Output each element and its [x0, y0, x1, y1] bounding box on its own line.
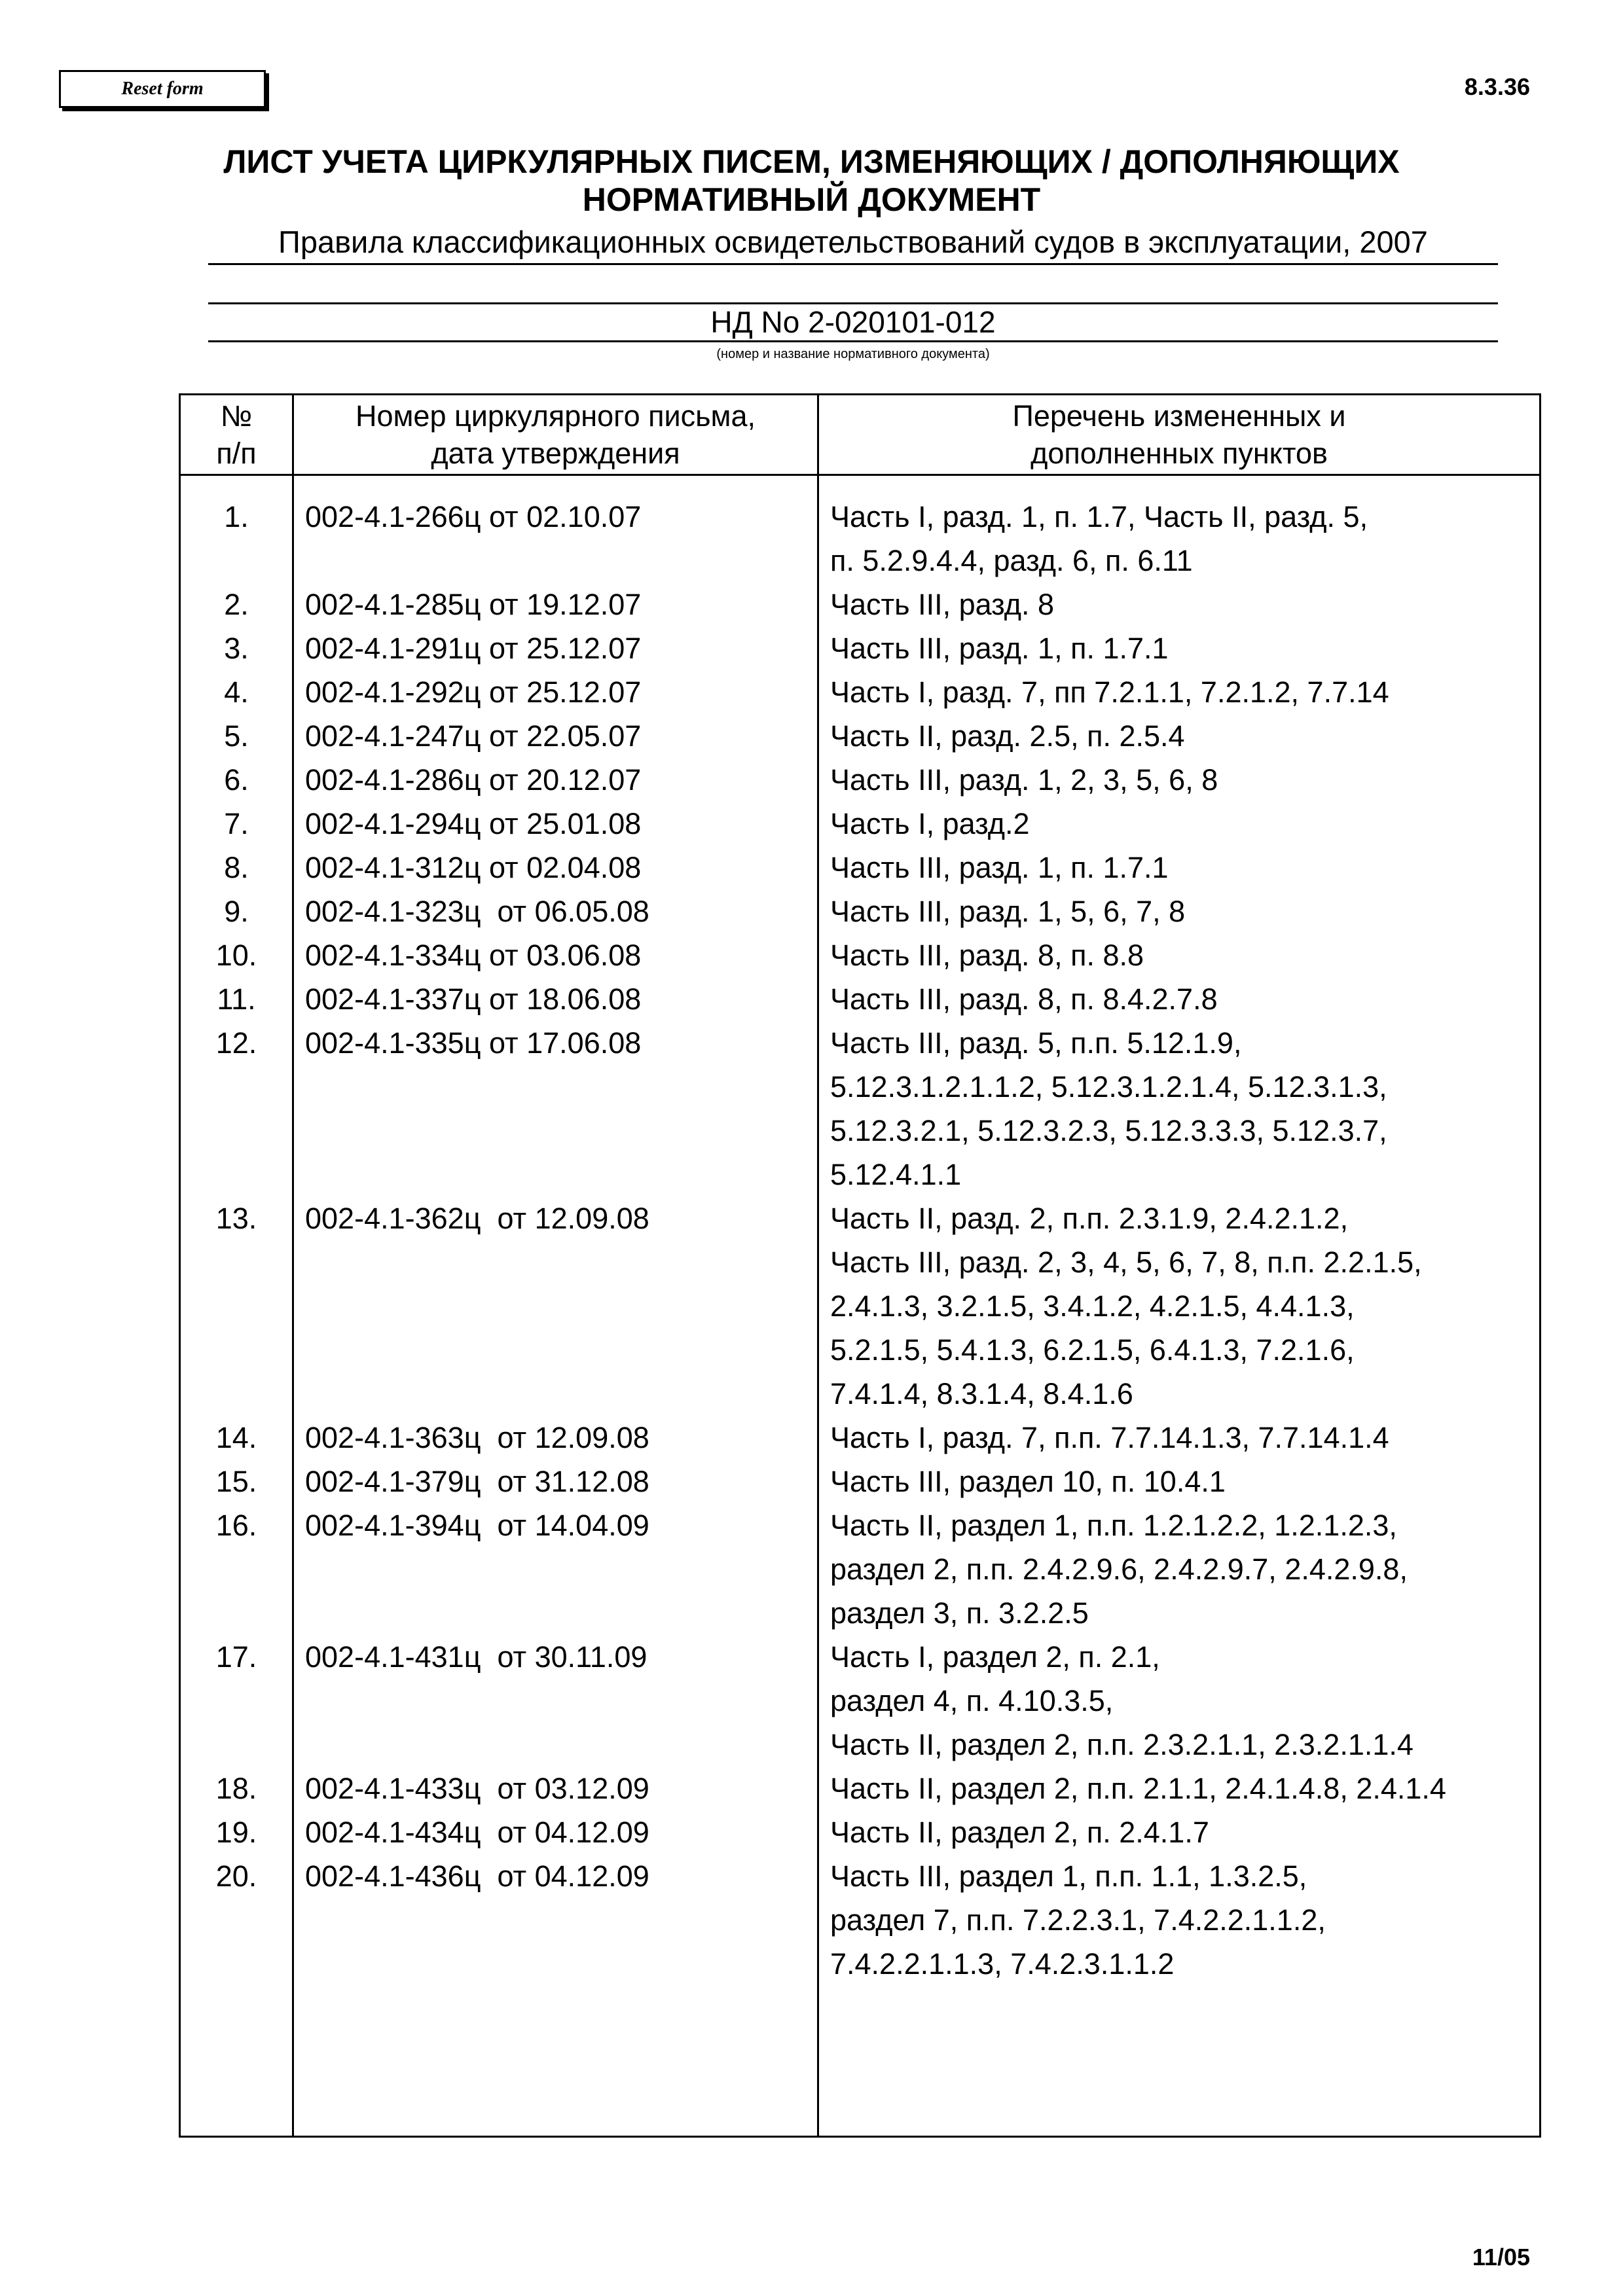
circular-letters-table [179, 393, 1541, 2138]
document-caption: (номер и название нормативного документа) [716, 347, 990, 361]
amended-points [817, 758, 1539, 802]
circular-letter: 002-4.1-247ц от 22.05.07 [305, 719, 642, 753]
amended-points-line: Часть II, раздел 1, п.п. 1.2.1.2.2, 1.2.1.2.3, [830, 1509, 1397, 1542]
circular-letter: 002-4.1-434ц от 04.12.09 [305, 1816, 649, 1849]
row-number: 17. [215, 1640, 257, 1674]
document-name-underline [208, 263, 1498, 265]
circular-letter: 002-4.1-436ц от 04.12.09 [305, 1859, 649, 1893]
amended-points-line: Часть III, раздел 1, п.п. 1.1, 1.3.2.5, [830, 1859, 1307, 1893]
circular-letter: 002-4.1-285ц от 19.12.07 [305, 588, 642, 621]
amended-points-line: 7.4.1.4, 8.3.1.4, 8.4.1.6 [830, 1377, 1133, 1410]
amended-points [817, 1503, 1539, 1635]
row-number: 13. [215, 1202, 257, 1235]
amended-points-line: Часть III, разд. 5, п.п. 5.12.1.9, [830, 1026, 1242, 1060]
row-number: 12. [215, 1026, 257, 1060]
amended-points-line: Часть III, разд. 8, п. 8.8 [830, 939, 1144, 972]
table-row [181, 1854, 1539, 1986]
row-number: 18. [215, 1772, 257, 1805]
table-row [181, 1767, 1539, 1810]
table-row [181, 626, 1539, 670]
amended-points-line: Часть III, разд. 1, п. 1.7.1 [830, 632, 1169, 665]
amended-points-line: Часть II, раздел 2, п.п. 2.1.1, 2.4.1.4.8, 2.4.1.4 [830, 1772, 1446, 1805]
amended-points [817, 889, 1539, 933]
table-row [181, 1503, 1539, 1635]
row-number: 4. [224, 675, 249, 709]
header-divider [181, 474, 1539, 476]
amended-points-line: Часть III, разд. 1, 5, 6, 7, 8 [830, 895, 1186, 928]
circular-letter: 002-4.1-323ц от 06.05.08 [305, 895, 649, 928]
document-name: Правила классификационных освидетельствований судов в эксплуатации, 2007 [278, 224, 1428, 259]
column-header-letter-line2: дата утверждения [431, 437, 680, 470]
column-header-points-line2: дополненных пунктов [1030, 437, 1328, 470]
amended-points-line: Часть I, разд. 7, п.п. 7.7.14.1.3, 7.7.14.1.4 [830, 1421, 1389, 1454]
amended-points [817, 1854, 1539, 1986]
amended-points [817, 1810, 1539, 1854]
amended-points-line: 7.4.2.2.1.1.3, 7.4.2.3.1.1.2 [830, 1947, 1175, 1981]
circular-letter: 002-4.1-292ц от 25.12.07 [305, 675, 642, 709]
circular-letter: 002-4.1-379ц от 31.12.08 [305, 1465, 649, 1498]
row-number: 9. [224, 895, 249, 928]
row-number: 11. [217, 982, 256, 1016]
circular-letter: 002-4.1-286ц от 20.12.07 [305, 763, 642, 797]
table-row [181, 977, 1539, 1021]
table-row [181, 1635, 1539, 1767]
amended-points-line: Часть II, раздел 2, п. 2.4.1.7 [830, 1816, 1209, 1849]
circular-letter: 002-4.1-294ц от 25.01.08 [305, 807, 642, 840]
row-number: 20. [215, 1859, 257, 1893]
column-header-number-line2: п/п [216, 437, 257, 470]
table-row [181, 714, 1539, 758]
amended-points-line: Часть III, разд. 2, 3, 4, 5, 6, 7, 8, п.п. 2.2.1.5, [830, 1246, 1422, 1279]
circular-letter: 002-4.1-431ц от 30.11.09 [305, 1640, 647, 1674]
amended-points-line: раздел 3, п. 3.2.2.5 [830, 1596, 1089, 1630]
table-row [181, 1810, 1539, 1854]
amended-points-line: 2.4.1.3, 3.2.1.5, 3.4.1.2, 4.2.1.5, 4.4.1.3, [830, 1289, 1355, 1323]
amended-points-line: п. 5.2.9.4.4, разд. 6, п. 6.11 [830, 544, 1193, 577]
table-row [181, 933, 1539, 977]
amended-points [817, 670, 1539, 714]
row-number: 16. [215, 1509, 257, 1542]
column-header-points-line1: Перечень измененных и [1012, 399, 1346, 433]
amended-points-line: Часть II, разд. 2, п.п. 2.3.1.9, 2.4.2.1.2, [830, 1202, 1349, 1235]
row-number: 19. [215, 1816, 257, 1849]
table-row [181, 1021, 1539, 1196]
table-body [181, 495, 1539, 1986]
table-row [181, 1416, 1539, 1460]
table-row [181, 889, 1539, 933]
amended-points-line: Часть II, раздел 2, п.п. 2.3.2.1.1, 2.3.2.1.1.4 [830, 1728, 1413, 1761]
amended-points-line: 5.12.3.2.1, 5.12.3.2.3, 5.12.3.3.3, 5.12.3.7, [830, 1114, 1387, 1147]
amended-points-line: Часть I, разд.2 [830, 807, 1030, 840]
amended-points-line: раздел 2, п.п. 2.4.2.9.6, 2.4.2.9.7, 2.4.2.9.8, [830, 1552, 1408, 1586]
table-row [181, 758, 1539, 802]
amended-points [817, 583, 1539, 626]
amended-points-line: Часть III, разд. 1, 2, 3, 5, 6, 8 [830, 763, 1218, 797]
amended-points-line: Часть III, раздел 10, п. 10.4.1 [830, 1465, 1226, 1498]
page-title: ЛИСТ УЧЕТА ЦИРКУЛЯРНЫХ ПИСЕМ, ИЗМЕНЯЮЩИХ / ДОПОЛНЯЮЩИХ [223, 143, 1400, 180]
amended-points-line: Часть III, разд. 1, п. 1.7.1 [830, 851, 1169, 884]
amended-points [817, 1460, 1539, 1503]
circular-letter: 002-4.1-312ц от 02.04.08 [305, 851, 642, 884]
amended-points [817, 1416, 1539, 1460]
row-number: 14. [215, 1421, 257, 1454]
amended-points-line: 5.2.1.5, 5.4.1.3, 6.2.1.5, 6.4.1.3, 7.2.1.6, [830, 1333, 1355, 1367]
circular-letter: 002-4.1-362ц от 12.09.08 [305, 1202, 649, 1235]
table-row [181, 1196, 1539, 1416]
circular-letter: 002-4.1-334ц от 03.06.08 [305, 939, 642, 972]
table-row [181, 670, 1539, 714]
row-number: 3. [224, 632, 249, 665]
row-number: 15. [215, 1465, 257, 1498]
amended-points [817, 977, 1539, 1021]
table-row [181, 583, 1539, 626]
amended-points [817, 495, 1539, 583]
page-number: 11/05 [1472, 2244, 1530, 2270]
circular-letter: 002-4.1-266ц от 02.10.07 [305, 500, 642, 533]
column-header-letter [294, 395, 817, 474]
amended-points [817, 626, 1539, 670]
document-number-underline [208, 340, 1498, 342]
amended-points [817, 714, 1539, 758]
circular-letter: 002-4.1-335ц от 17.06.08 [305, 1026, 642, 1060]
amended-points-line: Часть III, разд. 8, п. 8.4.2.7.8 [830, 982, 1218, 1016]
column-header-number-line1: № [220, 399, 253, 433]
table-row [181, 495, 1539, 583]
amended-points [817, 1635, 1539, 1767]
column-header-number [181, 395, 292, 474]
table-row [181, 802, 1539, 846]
amended-points [817, 846, 1539, 889]
circular-letter: 002-4.1-433ц от 03.12.09 [305, 1772, 649, 1805]
row-number: 8. [224, 851, 249, 884]
amended-points-line: Часть II, разд. 2.5, п. 2.5.4 [830, 719, 1185, 753]
column-header-letter-line1: Номер циркулярного письма, [355, 399, 756, 433]
circular-letter: 002-4.1-363ц от 12.09.08 [305, 1421, 649, 1454]
amended-points-line: раздел 7, п.п. 7.2.2.3.1, 7.4.2.2.1.1.2, [830, 1903, 1326, 1937]
document-code: 8.3.36 [1464, 73, 1530, 100]
circular-letter: 002-4.1-291ц от 25.12.07 [305, 632, 642, 665]
row-number: 2. [224, 588, 249, 621]
amended-points [817, 933, 1539, 977]
circular-letter: 002-4.1-394ц от 14.04.09 [305, 1509, 649, 1542]
amended-points-line: Часть I, разд. 1, п. 1.7, Часть II, разд. 5, [830, 500, 1368, 533]
row-number: 7. [224, 807, 249, 840]
amended-points-line: Часть III, разд. 8 [830, 588, 1055, 621]
table-row [181, 846, 1539, 889]
column-header-points [819, 395, 1539, 474]
row-number: 10. [215, 939, 257, 972]
amended-points [817, 1196, 1539, 1416]
amended-points-line: раздел 4, п. 4.10.3.5, [830, 1684, 1114, 1717]
row-number: 6. [224, 763, 249, 797]
amended-points [817, 802, 1539, 846]
circular-letter: 002-4.1-337ц от 18.06.08 [305, 982, 642, 1016]
reset-form-button[interactable]: Reset form [59, 70, 266, 108]
amended-points [817, 1767, 1539, 1810]
row-number: 5. [224, 719, 249, 753]
row-number: 1. [224, 500, 249, 533]
amended-points-line: Часть I, разд. 7, пп 7.2.1.1, 7.2.1.2, 7.7.14 [830, 675, 1389, 709]
amended-points [817, 1021, 1539, 1196]
page-title-line2: НОРМАТИВНЫЙ ДОКУМЕНТ [582, 181, 1041, 218]
amended-points-line: Часть I, раздел 2, п. 2.1, [830, 1640, 1160, 1674]
amended-points-line: 5.12.3.1.2.1.1.2, 5.12.3.1.2.1.4, 5.12.3.1.3, [830, 1070, 1387, 1103]
amended-points-line: 5.12.4.1.1 [830, 1158, 962, 1191]
table-row [181, 1460, 1539, 1503]
document-number: НД No 2-020101-012 [710, 305, 996, 339]
